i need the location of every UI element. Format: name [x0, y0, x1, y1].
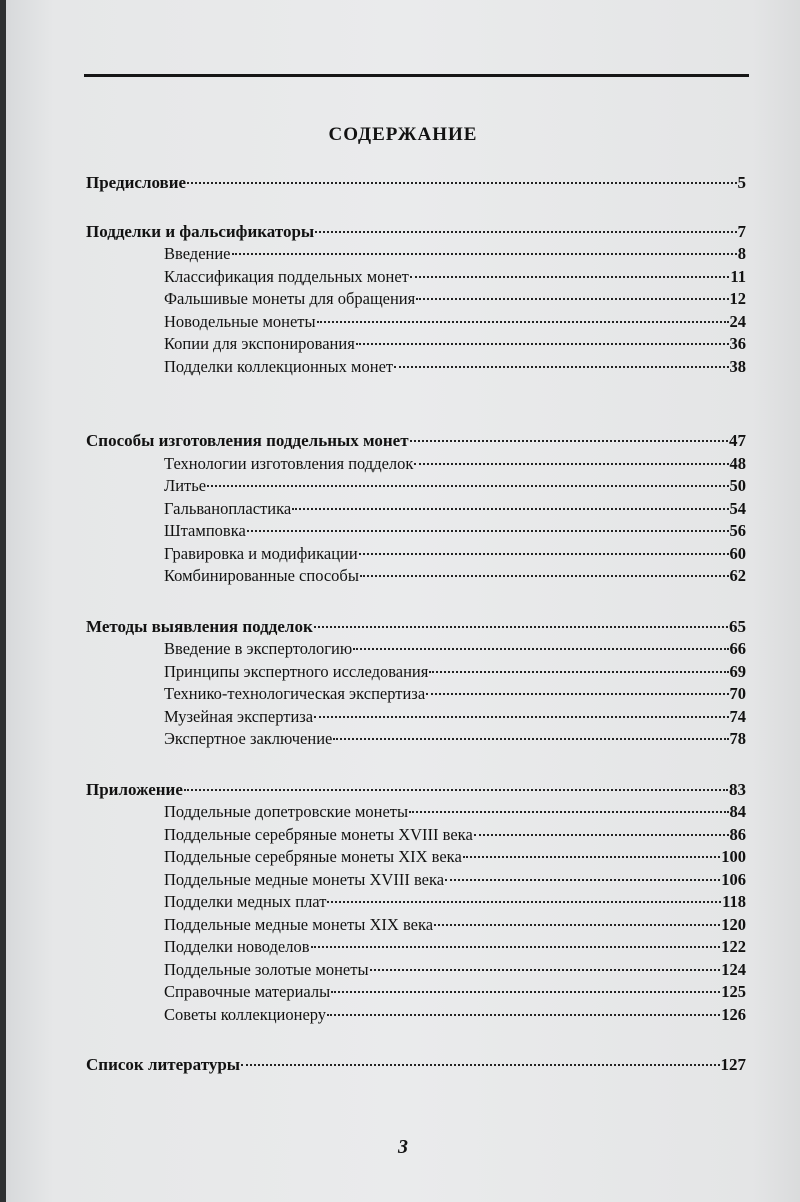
toc-item: [86, 243, 746, 266]
toc-item-label: Копии для экспонирования: [164, 334, 355, 353]
toc-item: [86, 333, 746, 356]
toc-item-label: Введение в экспертологию: [164, 639, 353, 658]
toc-page-number: 69: [729, 661, 746, 681]
dot-leader: [360, 575, 729, 577]
dot-leader: [370, 969, 721, 971]
toc-item: [86, 638, 746, 661]
toc-page-number: 70: [729, 684, 746, 703]
toc-item: [86, 288, 746, 311]
dot-leader: [314, 626, 728, 628]
toc-item-label: Штамповка: [164, 521, 246, 540]
toc-page-number: 127: [720, 1055, 746, 1074]
toc-heading: СОДЕРЖАНИЕ: [328, 124, 478, 145]
toc-page-number: 56: [729, 521, 746, 540]
toc-item-label: Поддельные медные монеты XIX века: [164, 914, 434, 934]
dot-leader: [327, 1014, 720, 1016]
toc-section-title: Подделки и фальсификаторы: [86, 221, 315, 241]
toc-page-number: 38: [729, 356, 746, 376]
toc-item-label: Справочные материалы: [164, 982, 331, 1001]
toc-item: [86, 706, 746, 729]
toc-section-appendix: [86, 779, 746, 802]
toc-page-number: 126: [721, 1004, 746, 1024]
toc-section-title: Предисловие: [86, 173, 187, 192]
toc-section-title: Методы выявления подделок: [86, 616, 313, 636]
toc-item-label: Гравировка и модификации: [164, 543, 358, 563]
toc-section-bibliography: [86, 1054, 746, 1077]
dot-leader: [356, 343, 729, 345]
toc-item-label: Фальшивые монеты для обращения: [164, 289, 416, 308]
toc-item: [86, 936, 746, 959]
toc-page-number: 60: [729, 543, 746, 563]
toc-page-number: 66: [729, 639, 746, 658]
toc-item: [86, 498, 746, 521]
toc-item: [86, 453, 746, 476]
dot-leader: [409, 811, 728, 813]
dot-leader: [474, 834, 729, 836]
dot-leader: [187, 182, 736, 184]
dot-leader: [232, 253, 737, 255]
toc-item-label: Подделки новоделов: [164, 937, 310, 956]
dot-leader: [333, 738, 728, 740]
toc-item: [86, 824, 746, 847]
dot-leader: [207, 485, 728, 487]
dot-leader: [311, 946, 721, 948]
toc-item-label: Комбинированные способы: [164, 566, 359, 585]
toc-page-number: 12: [729, 289, 746, 308]
dot-leader: [434, 924, 720, 926]
dot-leader: [184, 789, 728, 791]
page-number: 3: [398, 1136, 408, 1158]
toc-item-label: Литье: [164, 476, 207, 495]
toc-page-number: 36: [729, 334, 746, 353]
toc-page-number: 118: [722, 892, 746, 911]
toc-page-number: 48: [729, 453, 746, 473]
toc-item: [86, 869, 746, 892]
dot-leader: [317, 321, 729, 323]
toc-page-number: 86: [729, 824, 746, 844]
toc-page-number: 100: [721, 847, 746, 866]
toc-item-label: Поддельные серебряные монеты XIX века: [164, 847, 462, 866]
toc-section-title: Приложение: [86, 779, 183, 799]
dot-leader: [414, 463, 728, 465]
toc-item-label: Подделки медных плат: [164, 892, 327, 911]
toc-page-number: 106: [721, 869, 746, 889]
toc-page-number: 120: [721, 914, 746, 934]
toc-page-number: 50: [729, 476, 746, 495]
toc-page-number: 54: [729, 498, 746, 518]
toc-page-number: 7: [737, 221, 746, 241]
toc-item-label: Гальванопластика: [164, 498, 292, 518]
dot-leader: [410, 440, 728, 442]
toc-item: [86, 543, 746, 566]
toc-item-label: Экспертное заключение: [164, 729, 333, 748]
toc-item-label: Классификация поддельных монет: [164, 266, 409, 286]
toc-item: [86, 981, 746, 1004]
dot-leader: [292, 508, 728, 510]
toc-page-number: 65: [729, 616, 746, 636]
dot-leader: [331, 991, 720, 993]
dot-leader: [359, 553, 729, 555]
toc-item-label: Технико-технологическая экспертиза: [164, 684, 426, 703]
dot-leader: [327, 901, 721, 903]
toc-item-label: Музейная экспертиза: [164, 706, 314, 726]
toc-item: [86, 728, 746, 751]
dot-leader: [247, 530, 729, 532]
dot-leader: [410, 276, 730, 278]
toc-page-number: 124: [721, 959, 746, 979]
toc-section-forgeries: [86, 221, 746, 244]
toc-item: [86, 914, 746, 937]
header-rule: [84, 74, 749, 77]
dot-leader: [241, 1064, 719, 1066]
toc-page-number: 11: [730, 266, 746, 286]
table-of-contents: [86, 172, 746, 1077]
toc-item: [86, 475, 746, 498]
toc-item: [86, 846, 746, 869]
toc-item-label: Поддельные медные монеты XVIII века: [164, 869, 445, 889]
toc-section-title: Список литературы: [86, 1055, 241, 1074]
dot-leader: [416, 298, 728, 300]
toc-item-label: Новодельные монеты: [164, 311, 316, 331]
toc-section-preface: [86, 172, 746, 195]
toc-item-label: Поддельные золотые монеты: [164, 959, 369, 979]
toc-page-number: 74: [729, 706, 746, 726]
dot-leader: [429, 671, 728, 673]
dot-leader: [463, 856, 720, 858]
toc-item-label: Советы коллекционеру: [164, 1004, 327, 1024]
toc-page-number: 125: [721, 982, 746, 1001]
toc-page-number: 24: [729, 311, 746, 331]
toc-page-number: 8: [737, 244, 746, 263]
toc-item: [86, 661, 746, 684]
toc-item-label: Поддельные серебряные монеты XVIII века: [164, 824, 473, 844]
toc-section-detection-methods: [86, 616, 746, 639]
toc-item: [86, 959, 746, 982]
toc-item-label: Технологии изготовления подделок: [164, 453, 414, 473]
toc-page-number: 84: [729, 802, 746, 821]
toc-item-label: Введение: [164, 244, 231, 263]
toc-page-number: 5: [737, 173, 746, 192]
toc-item: [86, 891, 746, 914]
dot-leader: [314, 716, 728, 718]
toc-item: [86, 1004, 746, 1027]
toc-item-label: Подделки коллекционных монет: [164, 356, 394, 376]
toc-item: [86, 801, 746, 824]
toc-item: [86, 520, 746, 543]
toc-item: [86, 356, 746, 379]
toc-page-number: 83: [729, 779, 746, 799]
toc-item: [86, 266, 746, 289]
dot-leader: [445, 879, 720, 881]
toc-page-number: 78: [729, 729, 746, 748]
toc-item: [86, 565, 746, 588]
dot-leader: [426, 693, 728, 695]
dot-leader: [353, 648, 728, 650]
toc-page-number: 62: [729, 566, 746, 585]
toc-item-label: Поддельные допетровские монеты: [164, 802, 409, 821]
toc-section-methods-of-making: [86, 430, 746, 453]
toc-page-number: 47: [729, 431, 746, 450]
book-page: [6, 0, 800, 1202]
dot-leader: [394, 366, 728, 368]
toc-section-title: Способы изготовления поддельных монет: [86, 431, 409, 450]
dot-leader: [315, 231, 736, 233]
toc-item-label: Принципы экспертного исследования: [164, 661, 429, 681]
toc-page-number: 122: [721, 937, 746, 956]
toc-item: [86, 311, 746, 334]
toc-item: [86, 683, 746, 706]
